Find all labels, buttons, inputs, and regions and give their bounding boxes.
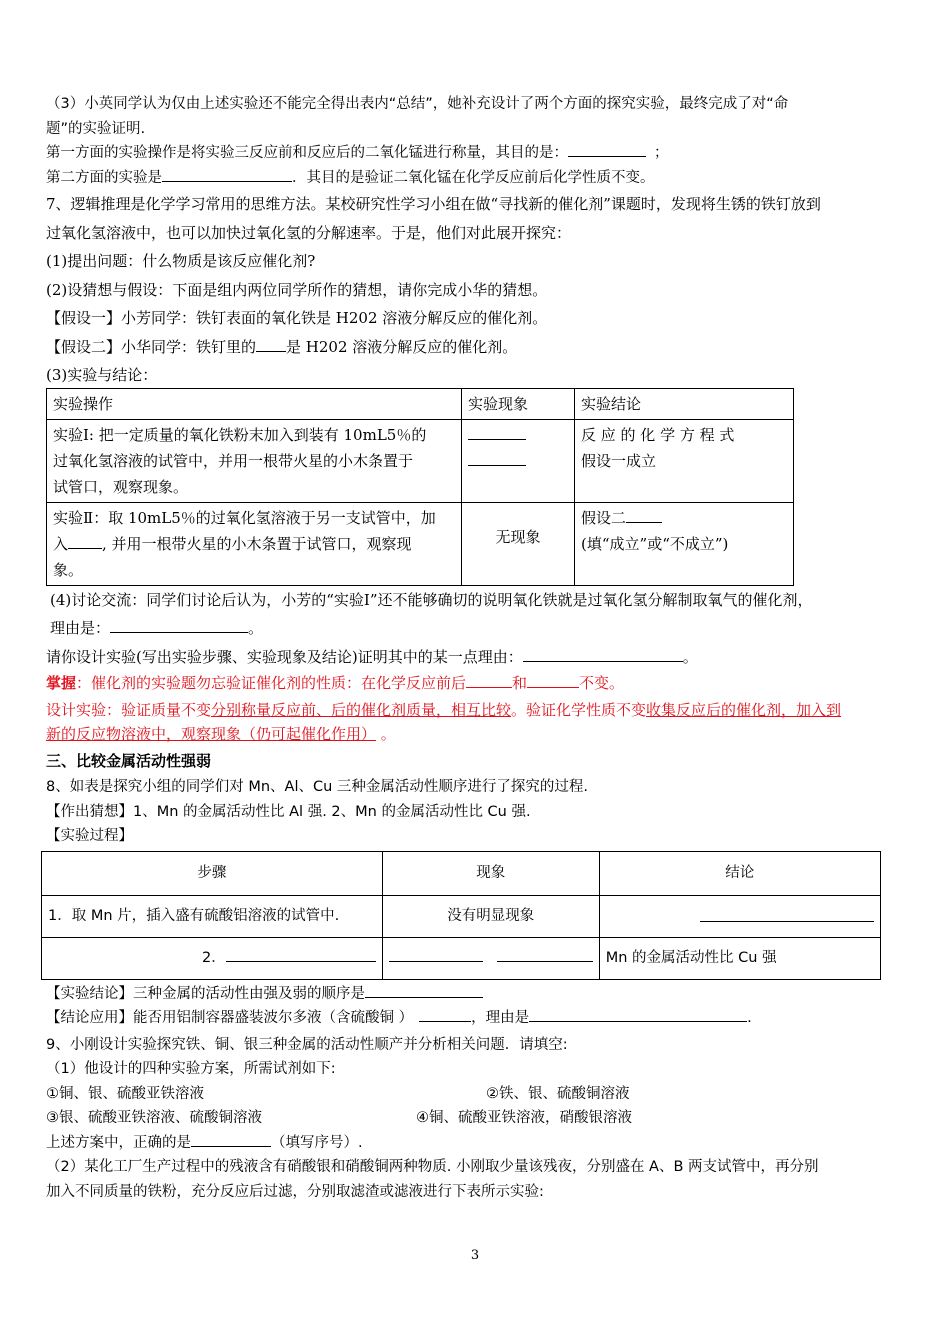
answer-blank[interactable]: [110, 618, 248, 633]
answer-blank[interactable]: [226, 947, 376, 962]
table-cell: 2．: [42, 937, 383, 979]
answer-blank[interactable]: [700, 907, 874, 922]
q7-line-7: (3)实验与结论：: [46, 366, 158, 384]
design-note-line-1: 设计实验：验证质量不变分别称量反应前、后的催化剂质量，相互比较。验证化学性质不变收集反应后的催化剂，加入到: [46, 700, 842, 719]
p3-line-2: 题”的实验证明.: [46, 120, 146, 137]
q8-line-2: 【作出猜想】1、Mn 的金属活动性比 Al 强. 2、Mn 的金属活动性比 Cu 强.: [46, 803, 531, 820]
answer-blank[interactable]: [419, 1007, 471, 1022]
answer-blank[interactable]: [256, 337, 286, 352]
answer-blank[interactable]: [523, 647, 683, 662]
answer-blank[interactable]: [389, 947, 483, 962]
q9-line-2: （1）他设计的四种实验方案，所需试剂如下:: [46, 1061, 336, 1077]
q9-line-1: 9、小刚设计实验探究铁、铜、银三种金属的活动性顺产并分析相关问题．请填空:: [46, 1036, 568, 1053]
table-header: 实验结论: [575, 388, 794, 419]
table-cell: 假设二 (填“成立”或“不成立”): [575, 502, 794, 585]
q7-line-6: 【假设二】小华同学：铁钉里的 是 H202 溶液分解反应的催化剂。: [46, 337, 518, 356]
q7-line-9: 理由是： 。: [50, 619, 264, 637]
table-cell: 实验Ⅱ：取 10mL5％的过氧化氢溶液于另一支试管中，加 入 , 并用一根带火星的小木条置于试管口，观察现 象。: [47, 502, 462, 585]
answer-blank[interactable]: [468, 425, 526, 440]
table-cell: 反 应 的 化 学 方 程 式 假设一成立: [575, 419, 794, 502]
answer-blank[interactable]: [626, 508, 662, 523]
master-note: 掌握：催化剂的实验题勿忘验证催化剂的性质：在化学反应前后 和 不变。: [46, 674, 625, 692]
table-cell: [382, 937, 599, 979]
q9-options-row-1: ①铜、银、硫酸亚铁溶液 ②铁、银、硫酸铜溶液: [46, 1085, 630, 1102]
table-cell: 没有明显现象: [382, 895, 599, 937]
table-header: 步骤: [42, 851, 383, 895]
p3-line-1: （3）小英同学认为仅由上述实验还不能完全得出表内“总结”，她补充设计了两个方面的探究实验，最终完成了对“命: [46, 96, 789, 112]
q7-line-1: 7、逻辑推理是化学学习常用的思维方法。某校研究性学习小组在做“寻找新的催化剂”课题时，发现将生锈的铁钉放到: [46, 195, 821, 213]
q8-line-4: 【实验结论】三种金属的活动性由强及弱的顺序是: [46, 982, 908, 1007]
q7-experiment-table: [46, 388, 794, 586]
q7-line-5: 【假设一】小芳同学：铁钉表面的氧化铁是 H202 溶液分解反应的催化剂。: [46, 309, 548, 327]
q8-experiment-table: [41, 851, 881, 980]
q8-line-1: 8、如表是探究小组的同学们对 Mn、Al、Cu 三种金属活动性顺序进行了探究的过程.: [46, 779, 589, 795]
table-header: 现象: [382, 851, 599, 895]
answer-blank[interactable]: [468, 451, 526, 466]
table-header: 结论: [599, 851, 880, 895]
answer-blank[interactable]: [568, 142, 646, 157]
answer-blank[interactable]: [527, 673, 579, 688]
answer-blank[interactable]: [365, 983, 483, 998]
section-heading: 三、比较金属活动性强弱: [46, 751, 212, 770]
table-cell: 无现象: [462, 502, 575, 585]
q8-line-3: 【实验过程】: [46, 828, 133, 844]
q7-line-2: 过氧化氢溶液中，也可以加快过氧化氢的分解速率。于是，他们对此展开探究：: [46, 223, 572, 242]
page-number: 3: [470, 1248, 480, 1263]
table-cell: [462, 419, 575, 502]
answer-blank[interactable]: [497, 947, 593, 962]
answer-blank[interactable]: [191, 1132, 271, 1147]
q7-line-4: (2)设猜想与假设：下面是组内两位同学所作的猜想，请你完成小华的猜想。: [46, 280, 548, 299]
answer-blank[interactable]: [529, 1007, 747, 1022]
q9-line-4: （2）某化工厂生产过程中的残液含有硝酸银和硝酸铜两种物质. 小刚取少量该残夜，分别盛在 A、B 两支试管中，再分别: [46, 1159, 819, 1175]
q9-options-row-2: ③银、硫酸亚铁溶液、硫酸铜溶液 ④铜、硫酸亚铁溶液，硝酸银溶液: [46, 1110, 632, 1126]
q9-line-3: 上述方案中，正确的是 （填写序号）.: [46, 1131, 908, 1156]
p3-line-4: 第二方面的实验是 ．其目的是验证二氧化锰在化学反应前后化学性质不变。: [46, 166, 908, 191]
table-header: 实验操作: [47, 388, 462, 419]
table-cell: [599, 895, 880, 937]
design-note-line-2: 新的反应物溶液中，观察现象（仍可起催化作用） 。: [46, 725, 396, 743]
q7-line-3: (1)提出问题：什么物质是该反应催化剂?: [46, 252, 316, 270]
table-cell: 1．取 Mn 片，插入盛有硫酸铝溶液的试管中.: [42, 895, 383, 937]
table-header: 实验现象: [462, 388, 575, 419]
table-cell: 实验Ⅰ: 把一定质量的氧化铁粉末加入到装有 10mL5％的 过氧化氢溶液的试管中，并用一根带火星的小木条置于 试管口，观察现象。: [47, 419, 462, 502]
answer-blank[interactable]: [466, 673, 512, 688]
p3-line-3: 第一方面的实验操作是将实验三反应前和反应后的二氧化锰进行称量，其目的是： ；: [46, 141, 908, 166]
q8-line-5: 【结论应用】能否用铝制容器盛装波尔多液（含硫酸铜 ） ，理由是 .: [46, 1006, 908, 1031]
table-cell: Mn 的金属活动性比 Cu 强: [599, 937, 880, 979]
q7-line-10: 请你设计实验(写出实验步骤、实验现象及结论)证明其中的某一点理由： 。: [46, 647, 698, 666]
q7-line-8: (4)讨论交流：同学们讨论后认为，小芳的“实验Ⅰ”还不能够确切的说明氧化铁就是过氧化氢分解制取氧气的催化剂，: [50, 590, 813, 609]
answer-blank[interactable]: [162, 167, 292, 182]
answer-blank[interactable]: [68, 534, 102, 549]
document-page: [46, 92, 908, 1204]
q9-line-5: 加入不同质量的铁粉，充分反应后过滤，分别取滤渣或滤液进行下表所示实验:: [46, 1183, 544, 1200]
